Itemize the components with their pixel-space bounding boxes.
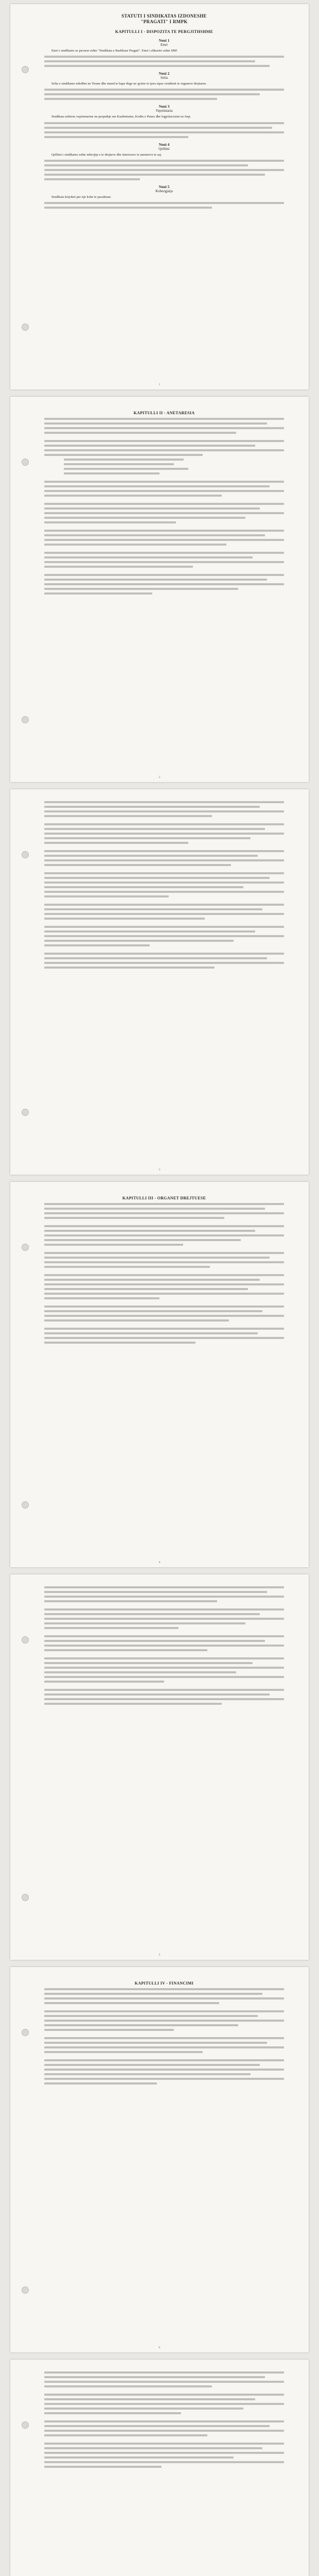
page-number: 1 [158,383,161,386]
article-subheading: Kohezgjatja [155,189,173,193]
article-heading: Neni 3 [158,104,170,109]
punch-hole [22,716,29,723]
punch-hole [22,2286,29,2294]
page-number: 3 [158,1168,161,1172]
document-page-4 [10,1182,309,1567]
page-number: 4 [158,1561,161,1564]
article-text: Sindikata krijohet per nje kohe te pacaktuar. [51,195,112,199]
punch-hole [22,851,29,858]
punch-hole [22,1109,29,1116]
page-number: 2 [158,776,161,779]
article-text: Selia e sindikates ndodhet ne Tirane dhe mund te hape dege ne qytete te tjera sipas vendimit te organeve drejtuese. [51,82,207,86]
article-heading: Neni 4 [158,142,170,147]
chapter-title: KAPITULLI III - ORGANET DREJTUESE [122,1196,206,1200]
punch-hole [22,2029,29,2036]
document-page-6 [10,1967,309,2352]
article-subheading: Qellimi [158,146,170,151]
punch-hole [22,324,29,331]
punch-hole [22,66,29,73]
punch-hole [22,1894,29,1901]
punch-hole [22,1501,29,1509]
article-text: Qellimi i sindikates eshte mbrojtja e te drejtave dhe interesave te anetareve te saj. [51,152,162,157]
punch-hole [22,459,29,466]
article-heading: Neni 1 [158,38,170,43]
article-text: Emri i sindikates se pavarur eshte "Sindikata e Bashkuar Pragati". Emri i shkurter eshte SBP. [51,49,178,53]
document-page-5 [10,1574,309,1960]
article-text: Sindikata ushtron veprimtarine ne perputhje me Kushtetuten, Kodin e Punes dhe legjislacionin ne fuqi. [51,115,191,119]
punch-hole [22,1636,29,1643]
document-page-1 [10,4,309,389]
article-heading: Neni 5 [158,184,170,189]
document-page-7 [10,2360,309,2576]
article-subheading: Veprimtaria [155,109,173,113]
punch-hole [22,2421,29,2429]
page-number: 5 [158,1954,161,1957]
chapter-title: KAPITULLI II - ANETARESIA [133,411,195,415]
chapter-title: KAPITULLI I - DISPOZITA TE PERGJITHSHME [115,29,214,34]
page-number: 6 [158,2346,161,2349]
chapter-title: KAPITULLI IV - FINANCIMI [134,1981,194,1986]
article-subheading: Emri [161,43,168,47]
document-page-3 [10,789,309,1175]
document-title: STATUTI I SINDIKATAS IZDONESHE [121,13,207,19]
document-page-2 [10,397,309,782]
document-subtitle: "PRAGATI" I RMPK [140,19,188,24]
article-heading: Neni 2 [158,71,170,76]
punch-hole [22,1244,29,1251]
article-subheading: Selia [161,76,168,80]
